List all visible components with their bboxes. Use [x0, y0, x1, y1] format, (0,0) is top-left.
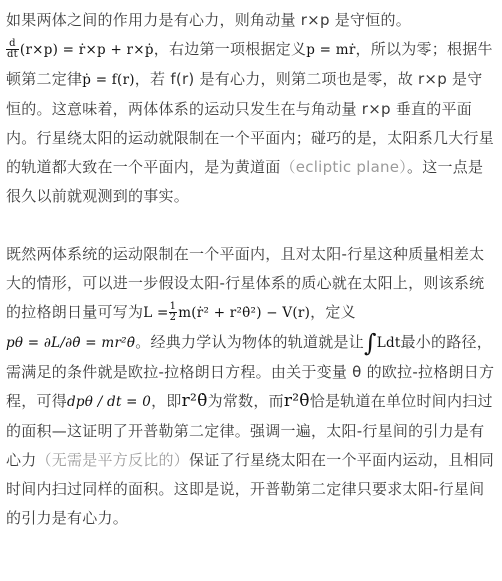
- action-integrand: Ldt: [376, 335, 401, 351]
- paragraph-angular-momentum: [6, 6, 496, 211]
- newton-second-law-equation: ṗ = f(r): [82, 72, 135, 88]
- half-numerator: 1: [169, 301, 177, 312]
- p2-text-kepler: 恰是轨道在单位时间内扫过的面积—这证明了开普勒第二定律。强调一遍，太阳-行星间的引力是有心力: [6, 392, 493, 469]
- p2-text-conclusion: 保证了行星绕太阳在一个平面内运动，且相同时间内扫过同样的面积。这即是说，开普勒第二定律只要求太阳-行星间的引力是有心力。: [6, 451, 495, 527]
- derivative-denominator: dt: [7, 49, 18, 60]
- areal-velocity-term-2: r²θ̇: [283, 391, 310, 411]
- integral-sign: ∫: [363, 329, 377, 357]
- ecliptic-plane-note: （ecliptic plane）: [280, 158, 408, 176]
- paragraph-kepler-second-law: [6, 240, 496, 533]
- p1-text-end: 。这一点是很久以前就观测到的事实。: [6, 158, 484, 205]
- p2-text-constant: 为常数，而: [207, 392, 284, 410]
- conservation-equation: dpθ / dt = 0: [67, 394, 152, 410]
- lagrangian-rhs: m(ṙ² + r²θ̇²) − V(r): [178, 305, 311, 321]
- half-denominator: 2: [169, 312, 177, 323]
- derivative-numerator: d: [6, 39, 19, 50]
- p2-text-euler-lagrange: 最小的路径，需满足的条件就是欧拉-拉格朗日方程。由关于变量 θ 的欧拉-拉格朗日方程，可得: [6, 333, 495, 410]
- derivative-fraction: [6, 39, 19, 60]
- areal-velocity-term-1: r²θ̇: [181, 391, 208, 411]
- p1-line1: 如果两体之间的作用力是有心力，则角动量 r×p 是守恒的。: [6, 11, 412, 29]
- derivative-equation: (r×p) = ṙ×p + r×ṗ: [19, 42, 154, 58]
- inverse-square-note: （无需是平方反比的）: [36, 451, 190, 469]
- p1-text-definition: ，右边第一项根据定义: [153, 40, 307, 58]
- momentum-definition-equation: p = mṙ: [306, 42, 356, 58]
- p2-text-define: ，定义: [310, 303, 356, 321]
- lagrangian-lhs: L =: [143, 305, 169, 321]
- p1-text-conservation: ，若 f(r) 是有心力，则第二项也是零，故 r×p 是守恒的。这意味着，两体体系的运动只发生在与角动量 r×p 垂直的平面内。行星绕太阳的运动就限制在一个平面内；碰巧的是，太阳系几大行星的轨道都大致在一个平面内，是为黄道面: [6, 70, 495, 176]
- p2-text-classical: 。经典力学认为物体的轨道就是让: [135, 333, 364, 351]
- p2-text-intro: 既然两体系统的运动限制在一个平面内，且对太阳-行星这种质量相差太大的情形，可以进一步假设太阳-行星体系的质心就在太阳上，则该系统的拉格朗日量可写为: [6, 245, 485, 321]
- p1-text-newton: ，所以为零；根据牛顿第二定律: [6, 40, 493, 88]
- p2-text-namely: ，即: [151, 392, 182, 410]
- angular-momentum-definition: pθ = ∂L/∂θ̇ = mr²θ̇: [6, 335, 136, 351]
- half-fraction: [169, 302, 178, 323]
